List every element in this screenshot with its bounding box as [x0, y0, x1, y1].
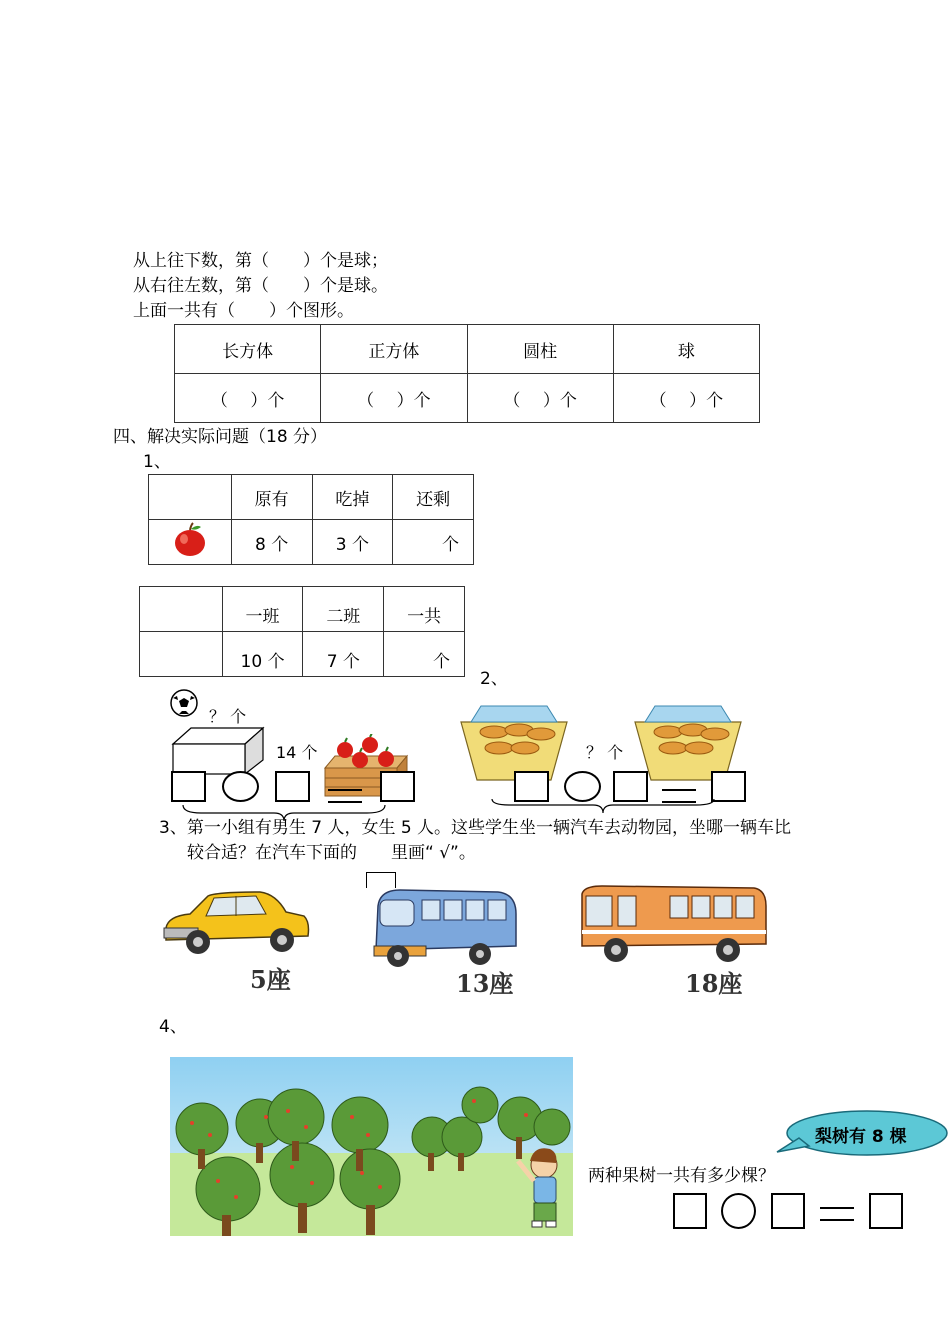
- q2-left-answer-box-2[interactable]: [275, 771, 310, 802]
- cell-eaten-count: 3 个: [312, 520, 393, 565]
- q4-operator-circle[interactable]: [721, 1193, 756, 1229]
- class-table-corner: [140, 587, 223, 632]
- speech-bubble-text: 梨树有 8 棵: [815, 1127, 907, 1147]
- question-3-line-2: 较合适？在汽车下面的 里画“ √”。: [187, 843, 476, 863]
- q2-left-equals-sign: [328, 789, 362, 803]
- large-bus-seat-label: 18座: [685, 969, 743, 998]
- cell-original-count: 8 个: [231, 520, 312, 565]
- header-cuboid: 长方体: [175, 325, 321, 374]
- shape-count-table: [174, 324, 760, 423]
- football-icon: [169, 688, 199, 722]
- large-bus-icon: [578, 882, 768, 970]
- header-original: 原有: [231, 475, 312, 520]
- question-2-label: 2、: [480, 669, 508, 689]
- cell-class-two: 7 个: [303, 632, 384, 677]
- q2-right-answer-result[interactable]: [711, 771, 746, 802]
- q4-answer-box-2[interactable]: [771, 1193, 805, 1229]
- orchard-illustration: [170, 1057, 573, 1236]
- small-bus-seat-label: 13座: [456, 969, 514, 998]
- small-bus-icon: [370, 886, 520, 974]
- header-cube: 正方体: [321, 325, 467, 374]
- header-remaining: 还剩: [393, 475, 474, 520]
- cell-cuboid-count[interactable]: （ ）个: [175, 374, 321, 423]
- q4-answer-box-1[interactable]: [673, 1193, 707, 1229]
- header-class-one: 一班: [222, 587, 303, 632]
- q2-left-count: 14 个: [276, 743, 318, 762]
- q2-left-operator-circle[interactable]: [222, 771, 259, 802]
- cell-cylinder-count[interactable]: （ ）个: [467, 374, 613, 423]
- q2-right-question: ？ 个: [586, 743, 624, 762]
- counting-line-3: 上面一共有（ ）个图形。: [133, 301, 354, 321]
- cell-total[interactable]: 个: [384, 632, 465, 677]
- counting-line-1: 从上往下数，第（ ）个是球；: [133, 251, 388, 271]
- question-4-text: 两种果树一共有多少棵？: [588, 1166, 775, 1186]
- header-eaten: 吃掉: [312, 475, 393, 520]
- q2-left-answer-box-1[interactable]: [171, 771, 206, 802]
- cell-remaining-count[interactable]: 个: [393, 520, 474, 565]
- q2-right-brace: [490, 797, 716, 819]
- q2-left-question: ？ 个: [209, 707, 247, 726]
- car-icon: [160, 888, 312, 964]
- header-class-two: 二班: [303, 587, 384, 632]
- apple-table-corner: [149, 475, 232, 520]
- q4-equals-sign: [820, 1207, 854, 1221]
- q4-answer-result[interactable]: [869, 1193, 903, 1229]
- class-table: [139, 586, 465, 677]
- question-4-label: 4、: [159, 1017, 187, 1037]
- header-cylinder: 圆柱: [467, 325, 613, 374]
- cell-class-one: 10 个: [222, 632, 303, 677]
- q2-left-answer-result[interactable]: [380, 771, 415, 802]
- apple-icon: [149, 520, 232, 565]
- section-4-title: 四、解决实际问题（18 分）: [113, 427, 328, 447]
- class-table-row-label: [140, 632, 223, 677]
- car-seat-label: 5座: [250, 965, 291, 994]
- cell-sphere-count[interactable]: （ ）个: [613, 374, 759, 423]
- cell-cube-count[interactable]: （ ）个: [321, 374, 467, 423]
- header-total: 一共: [384, 587, 465, 632]
- header-sphere: 球: [613, 325, 759, 374]
- counting-line-2: 从右往左数，第（ ）个是球。: [133, 276, 388, 296]
- question-1-label: 1、: [143, 452, 171, 472]
- question-3-line-1: 3、第一小组有男生 7 人，女生 5 人。这些学生坐一辆汽车去动物园，坐哪一辆车比: [159, 818, 792, 838]
- apple-table: [148, 474, 474, 565]
